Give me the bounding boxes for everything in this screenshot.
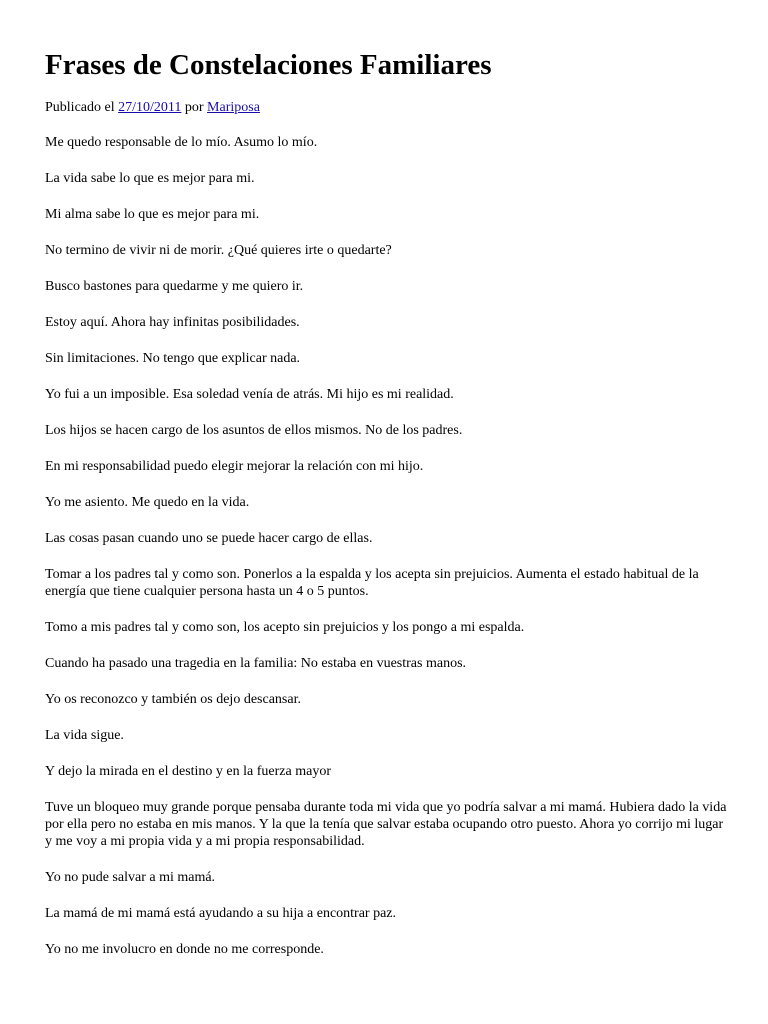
paragraph: Yo no me involucro en donde no me corresponde. xyxy=(45,942,324,957)
post-meta xyxy=(45,99,730,116)
paragraph: Tomar a los padres tal y como son. Ponerlos a la espalda y los acepta sin prejuicios. Aumenta el estado habitual de la energía que tiene cualquier persona hasta un 4 o 5 puntos. xyxy=(45,567,699,599)
paragraph: La vida sigue. xyxy=(45,728,124,743)
paragraph: En mi responsabilidad puedo elegir mejorar la relación con mi hijo. xyxy=(45,459,424,474)
page-title: Frases de Constelaciones Familiares xyxy=(45,49,492,81)
paragraph: Busco bastones para quedarme y me quiero ir. xyxy=(45,279,304,294)
paragraph: Cuando ha pasado una tragedia en la familia: No estaba en vuestras manos. xyxy=(45,656,467,671)
paragraph: No termino de vivir ni de morir. ¿Qué quieres irte o quedarte? xyxy=(45,243,392,258)
paragraph: Los hijos se hacen cargo de los asuntos de ellos mismos. No de los padres. xyxy=(45,423,463,438)
paragraph: Yo fui a un imposible. Esa soledad venía de atrás. Mi hijo es mi realidad. xyxy=(45,387,454,402)
paragraph: Y dejo la mirada en el destino y en la fuerza mayor xyxy=(45,764,331,779)
paragraph: Las cosas pasan cuando uno se puede hacer cargo de ellas. xyxy=(45,531,373,546)
paragraph: Yo me asiento. Me quedo en la vida. xyxy=(45,495,250,510)
paragraph: Me quedo responsable de lo mío. Asumo lo mío. xyxy=(45,135,318,150)
paragraph: La vida sabe lo que es mejor para mi. xyxy=(45,171,255,186)
author-link[interactable]: Mariposa xyxy=(207,100,260,115)
paragraph: Yo no pude salvar a mi mamá. xyxy=(45,870,216,885)
paragraph: Tuve un bloqueo muy grande porque pensaba durante toda mi vida que yo podría salvar a mi mamá. Hubiera dado la vida por ella pero no estaba en mis manos. Y la que la tenía que salvar estaba ocupando otro puesto. Ahora yo corrijo mi lugar y me voy a mi propia vida y a mi propia responsabilidad. xyxy=(45,800,727,849)
paragraph: Yo os reconozco y también os dejo descansar. xyxy=(45,692,301,707)
article xyxy=(45,45,730,977)
paragraph: Mi alma sabe lo que es mejor para mi. xyxy=(45,207,260,222)
article-body xyxy=(45,134,730,958)
paragraph: Tomo a mis padres tal y como son, los acepto sin prejuicios y los pongo a mi espalda. xyxy=(45,620,525,635)
date-link[interactable]: 27/10/2011 xyxy=(118,100,182,115)
paragraph: Sin limitaciones. No tengo que explicar nada. xyxy=(45,351,301,366)
paragraph: Estoy aquí. Ahora hay infinitas posibilidades. xyxy=(45,315,300,330)
by-label: por xyxy=(184,100,204,115)
paragraph: La mamá de mi mamá está ayudando a su hija a encontrar paz. xyxy=(45,906,397,921)
published-label: Publicado el xyxy=(45,100,115,115)
